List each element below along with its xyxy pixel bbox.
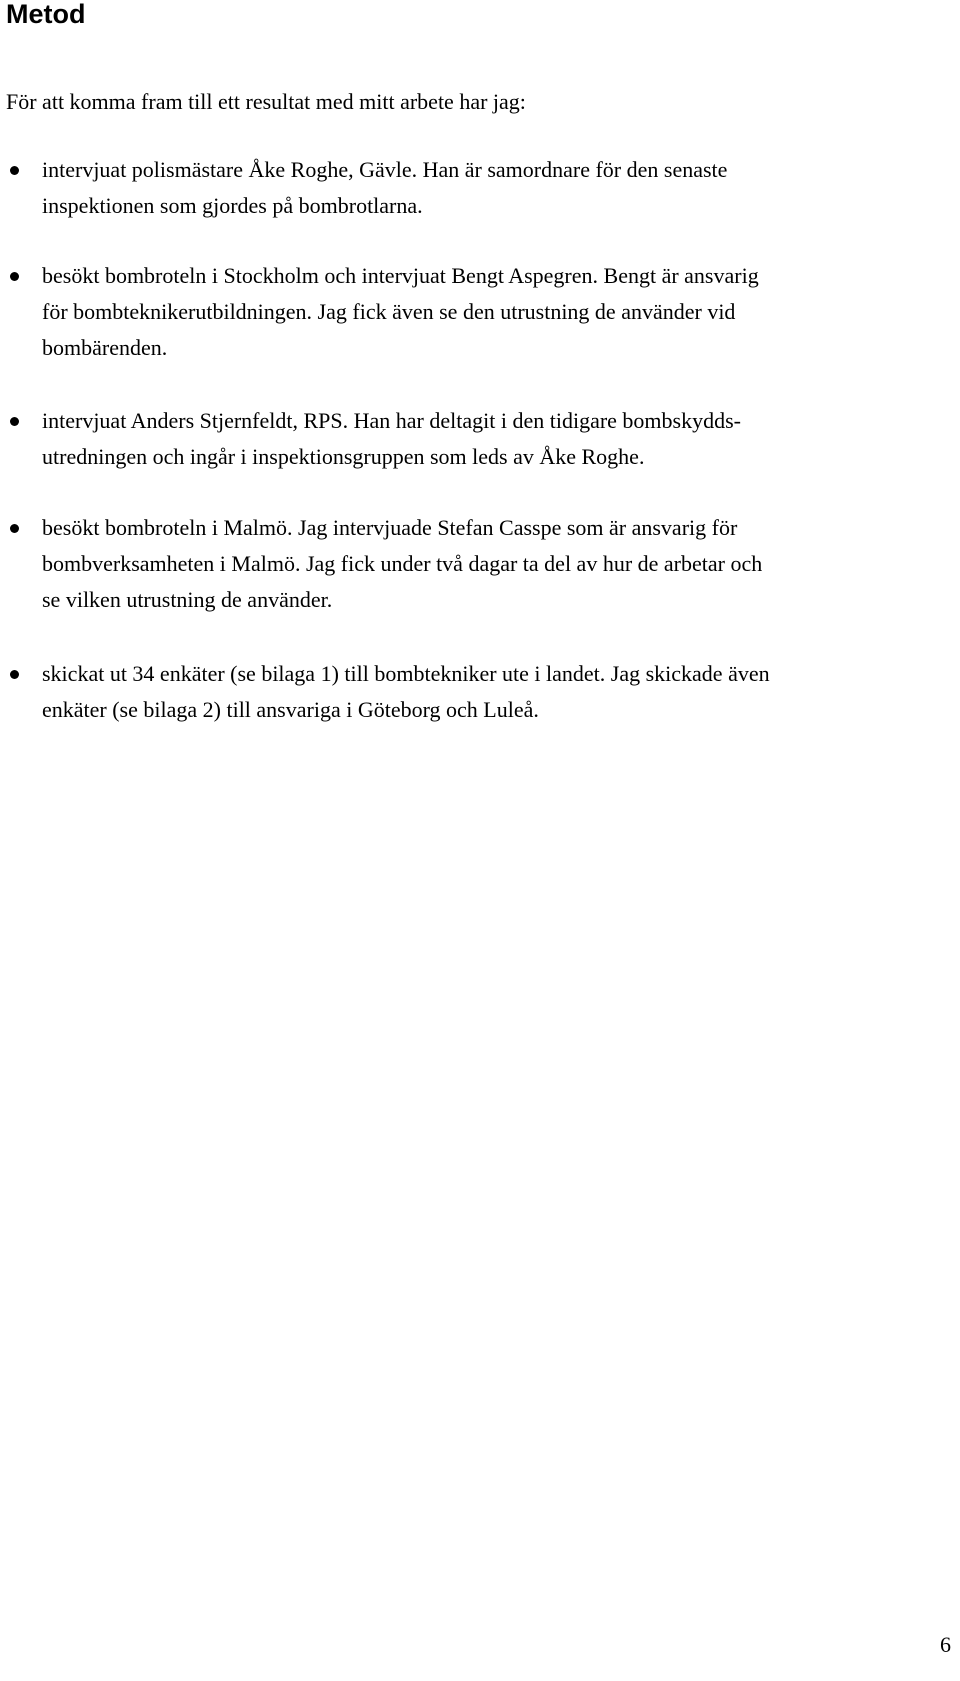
text-line: intervjuat Anders Stjernfeldt, RPS. Han har deltagit i den tidigare bombskydds- [42,408,741,433]
text-line: inspektionen som gjordes på bombrotlarna. [42,193,423,218]
text-line: bombärenden. [42,335,168,360]
section-heading: Metod [6,0,86,29]
page-number: 6 [940,1632,951,1657]
text-line: se vilken utrustning de använder. [42,587,333,612]
list-item-text [42,656,960,728]
text-line: besökt bombroteln i Stockholm och intervjuat Bengt Aspegren. Bengt är ansvarig [42,263,759,288]
list-item-text [42,258,960,366]
text-line: enkäter (se bilaga 2) till ansvariga i Göteborg och Luleå. [42,697,539,722]
bullet-icon [10,272,19,281]
list-item-text [42,152,960,224]
list-item-text [42,403,960,475]
bullet-icon [10,670,19,679]
list-item-text [42,510,960,618]
text-line: för bombteknikerutbildningen. Jag fick även se den utrustning de använder vid [42,299,736,324]
text-line: intervjuat polismästare Åke Roghe, Gävle. Han är samordnare för den senaste [42,157,728,182]
bullet-icon [10,524,19,533]
text-line: skickat ut 34 enkäter (se bilaga 1) till bombtekniker ute i landet. Jag skickade även [42,661,770,686]
text-line: utredningen och ingår i inspektionsgruppen som leds av Åke Roghe. [42,444,645,469]
text-line: bombverksamheten i Malmö. Jag fick under två dagar ta del av hur de arbetar och [42,551,763,576]
intro-paragraph: För att komma fram till ett resultat med mitt arbete har jag: [6,89,526,114]
bullet-icon [10,417,19,426]
text-line: besökt bombroteln i Malmö. Jag intervjuade Stefan Casspe som är ansvarig för [42,515,738,540]
bullet-icon [10,166,19,175]
